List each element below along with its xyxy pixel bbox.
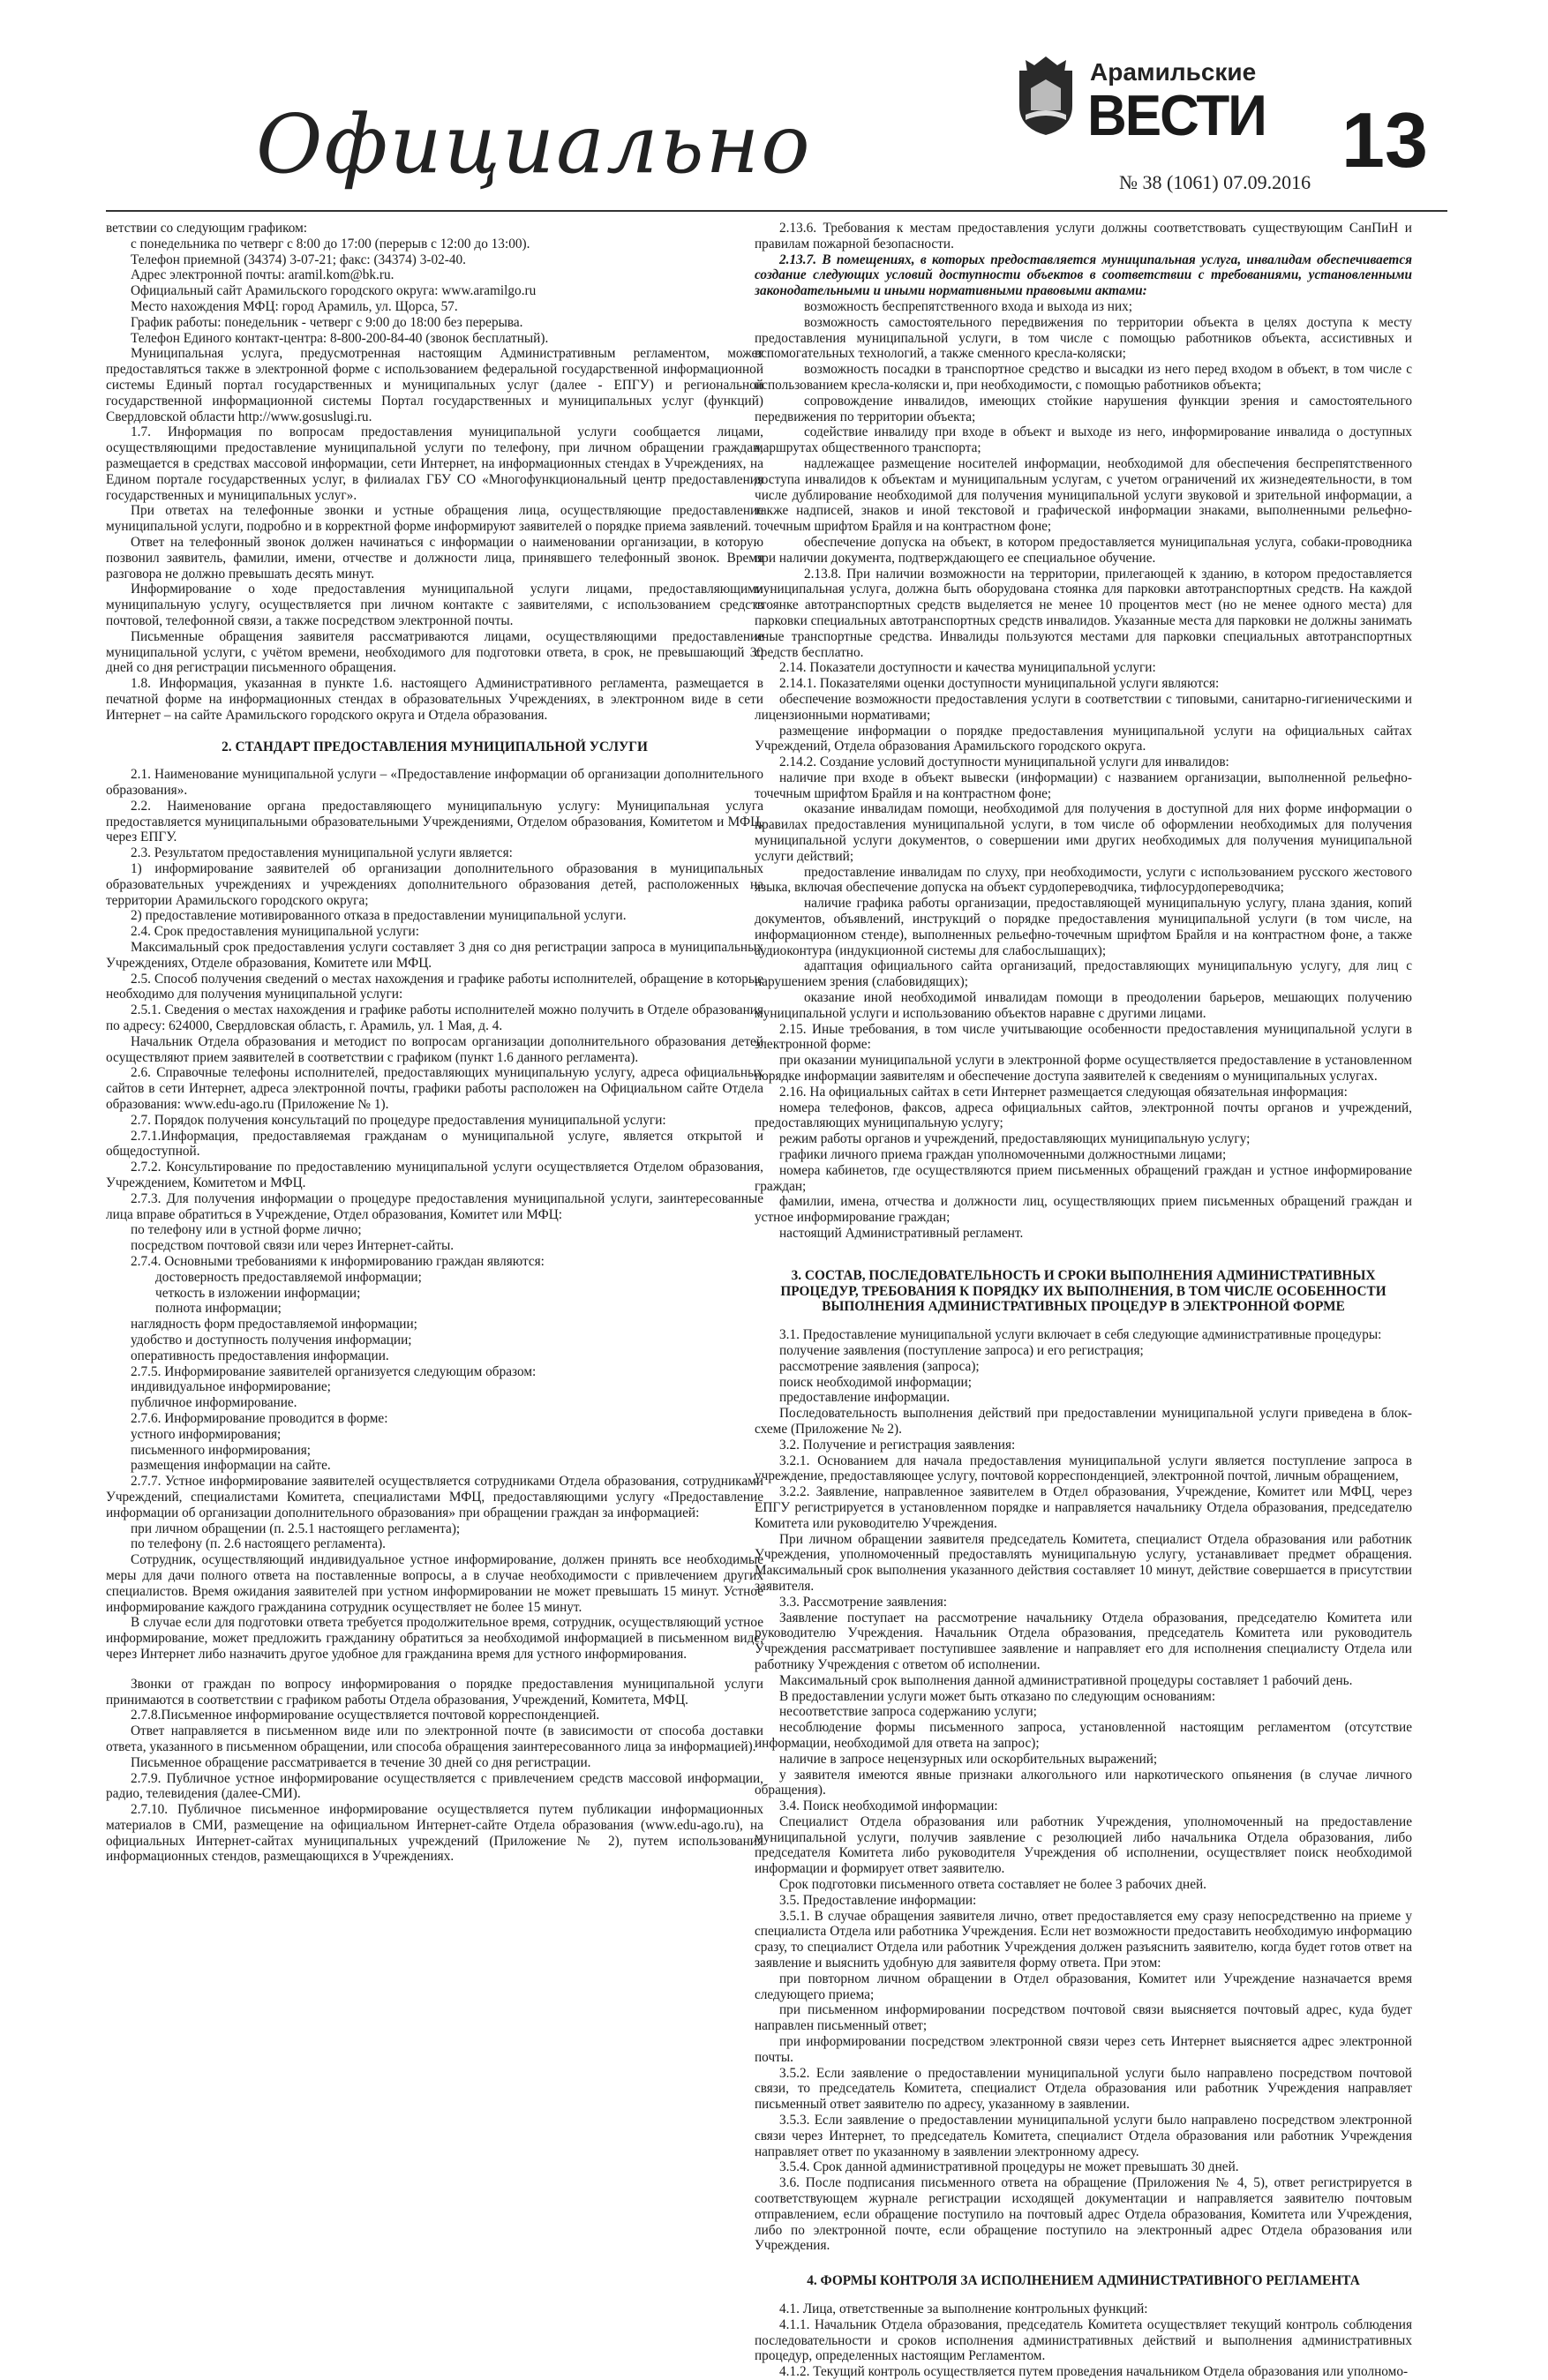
paragraph: 4.1.2. Текущий контроль осуществляется путем проведения начальником Отдела образования или уполномо- <box>779 2364 1409 2380</box>
logo-subtitle: Арамильские <box>1090 58 1257 86</box>
header-divider <box>106 210 1447 212</box>
paragraph: размещение информации о порядке предоставления муниципальной услуги на официальных сайтах Учреждений, Отдела образования Арамильского городского округа. <box>755 723 1412 755</box>
section-heading: 3. СОСТАВ, ПОСЛЕДОВАТЕЛЬНОСТЬ И СРОКИ ВЫПОЛНЕНИЯ АДМИНИСТРАТИВНЫХ ПРОЦЕДУР, ТРЕБОВАНИЯ К ПОРЯДКУ ИХ ВЫПОЛНЕНИЯ, В ТОМ ЧИСЛЕ ОСОБЕННОСТИ ВЫПОЛНЕНИЯ АДМИНИСТРАТИВНЫХ ПРОЦЕДУР В ЭЛЕКТРОННОЙ ФОРМЕ <box>780 1267 1386 1315</box>
paragraph: письменного информирования; <box>131 1442 311 1458</box>
paragraph: Место нахождения МФЦ: город Арамиль, ул. Щорса, 57. <box>131 298 458 314</box>
paragraph: достоверность предоставляемой информации; <box>155 1269 422 1285</box>
paragraph: оказание инвалидам помощи, необходимой для получения в доступной для них форме информации о правилах предоставления муниципальной услуги, в том числе об оформлении необходимых для получения муниципальной услуги документов, о совершении ими других необходимых для получения муниципальной услуги действий; <box>755 801 1412 864</box>
paragraph: обеспечение возможности предоставления услуги в соответствии с типовыми, санитарно-гигиеническими и лицензионными нормативами; <box>755 691 1412 723</box>
paragraph: 2.5.1. Сведения о местах нахождения и графике работы исполнителей можно получить в Отделе образования по адресу: 624000, Свердловская область, г. Арамиль, ул. 1 Мая, д. 4. <box>106 1002 763 1034</box>
paragraph: 2.16. На официальных сайтах в сети Интернет размещается следующая обязательная информация: <box>779 1084 1348 1100</box>
paragraph: при оказании муниципальной услуги в электронной форме осуществляется предоставление в установленном порядке информации заявителям и обеспечение доступа заявителей к сведениям о муниципальных услугах. <box>755 1053 1412 1085</box>
paragraph: несоблюдение формы письменного запроса, установленной настоящим регламентом (отсутствие информации, необходимой для ответа на запрос); <box>755 1720 1412 1751</box>
paragraph: 2.7.9. Публичное устное информирование осуществляется с привлечением средств массовой информации, радио, телевидения (далее-СМИ). <box>106 1770 763 1802</box>
paragraph: публичное информирование. <box>131 1395 297 1411</box>
paragraph: В случае если для подготовки ответа требуется продолжительное время, сотрудник, осуществляющий устное информирование, может предложить гражданину обратиться за необходимой информацией в письменном виде, через Интернет либо назначить другое удобное для гражданина время для устного информирования. <box>106 1615 763 1662</box>
paragraph: 2.7.8.Письменное информирование осуществляется почтовой корреспонденцией. <box>131 1708 600 1723</box>
paragraph: Максимальный срок выполнения данной административной процедуры составляет 1 рабочий день. <box>779 1672 1353 1688</box>
paragraph: рассмотрение заявления (запроса); <box>779 1358 980 1374</box>
paragraph: 3.6. После подписания письменного ответа на обращение (Приложения № 4, 5), ответ регистрируется в соответствующем журнале регистрации исходящей документации и направляется заявителю почтовым отправлением, если обращение поступило на почтовый адрес Отдела образования, Комитета или Учреждения, либо по электронной почте, если обращение поступило на электронный адрес Отдела образования или Учреждения. <box>755 2175 1412 2254</box>
paragraph: При личном обращении заявителя председатель Комитета, специалист Отдела образования или работник Учреждения, уполномоченный предоставлять муниципальную услугу, устанавливает предмет обращения. Максимальный срок выполнения указанного действия составляет 10 минут, действие совершается в присутствии заявителя. <box>755 1531 1412 1594</box>
paragraph: посредством почтовой связи или через Интернет-сайты. <box>131 1238 455 1254</box>
paragraph: Информирование о ходе предоставления муниципальной услуги лицами, предоставляющими муниципальную услугу, осуществляется при личном контакте с заявителями, с использованием средств почтовой, телефонной связи, а также посредством электронной почты. <box>106 582 763 628</box>
paragraph: 2.7. Порядок получения консультаций по процедуре предоставления муниципальной услуги: <box>131 1112 666 1128</box>
paragraph: несоответствие запроса содержанию услуги; <box>779 1704 1037 1720</box>
paragraph: настоящий Административный регламент. <box>779 1226 1024 1241</box>
paragraph: сопровождение инвалидов, имеющих стойкие нарушения функции зрения и самостоятельного передвижения по территории объекта; <box>755 393 1412 424</box>
newspaper-logo <box>1015 53 1350 150</box>
paragraph: обеспечение допуска на объект, в котором предоставляется муниципальная услуга, собаки-проводника при наличии документа, подтверждающего ее специальное обучение. <box>755 534 1412 566</box>
paragraph: 2.14.2. Создание условий доступности муниципальной услуги для инвалидов: <box>779 755 1229 770</box>
paragraph: Специалист Отдела образования или работник Учреждения, уполномоченный на предоставление муниципальной услуги, получив заявление с резолюцией либо начальника Отдела образования, либо председателя Комитета либо руководителя Учреждения об исполнении, осуществляет поиск необходимой информации и формирует ответ заявителю. <box>755 1813 1412 1877</box>
paragraph: оказание иной необходимой инвалидам помощи в преодолении барьеров, мешающих получению муниципальной услуги и использованию объектов наравне с другими лицами. <box>755 990 1412 1021</box>
paragraph: Заявление поступает на рассмотрение начальнику Отдела образования, председателю Комитета или руководителю Учреждения. Начальник Отдела образования, председатель Комитета или руководитель Учреждения рассматривает поступившее заявление и направляет его для исполнения специалисту Отдела или работнику Учреждения с ответом об исполнении. <box>755 1610 1412 1672</box>
paragraph: размещения информации на сайте. <box>131 1458 331 1474</box>
paragraph: 2.5. Способ получения сведений о местах нахождения и графике работы исполнителей, обращение в которые необходимо для получения муниципальной услуги: <box>106 971 763 1002</box>
paragraph: содействие инвалиду при входе в объект и выходе из него, информирование инвалида о доступных маршрутах общественного транспорта; <box>755 424 1412 456</box>
paragraph: 2.13.8. При наличии возможности на территории, прилегающей к зданию, в котором предоставляется муниципальная услуга, должна быть оборудована стоянка для парковки автотранспортных средств. На каждой стоянке автотранспортных средств выделяется не менее 10 процентов мест (но не менее одного места) для парковки специальных автотранспортных средств инвалидов. Указанные места для парковки не должны занимать иные транспортные средства. Инвалиды пользуются местами для парковки специальных автотранспортных средств бесплатно. <box>755 566 1412 660</box>
paragraph: 2.14.1. Показателями оценки доступности муниципальной услуги являются: <box>779 676 1220 692</box>
paragraph: Телефон Единого контакт-центра: 8-800-200-84-40 (звонок бесплатный). <box>131 330 549 346</box>
paragraph: режим работы органов и учреждений, предоставляющих муниципальную услугу; <box>779 1131 1251 1147</box>
paragraph: номера кабинетов, где осуществляются прием письменных обращений граждан и устное информирование граждан; <box>755 1162 1412 1194</box>
section-title: Официально <box>256 97 812 191</box>
left-column <box>106 221 763 2144</box>
paragraph: 3.5.4. Срок данной административной процедуры не может превышать 30 дней. <box>779 2159 1239 2175</box>
city-emblem-icon <box>1015 53 1077 137</box>
paragraph: 2.13.7. В помещениях, в которых предоставляется муниципальная услуга, инвалидам обеспечивается создание следующих условий доступности объектов в соответствии с требованиями, установленными законодательными и иными нормативными правовыми актами: <box>755 252 1412 299</box>
paragraph: наглядность форм предоставляемой информации; <box>131 1317 417 1333</box>
paragraph: Телефон приемной (34374) 3-07-21; факс: (34374) 3-02-40. <box>131 252 466 267</box>
paragraph: 2.7.10. Публичное письменное информирование осуществляется путем публикации информационных материалов в СМИ, размещение на официальном Интернет-сайте Отдела образования (www.edu-ago.ru), на официальных Интернет-сайтах муниципальных учреждений (Приложение № 2), путем использования информационных стендов, размещающихся в Учреждениях. <box>106 1802 763 1865</box>
paragraph: удобство и доступность получения информации; <box>131 1332 412 1348</box>
paragraph: 2.7.7. Устное информирование заявителей осуществляется сотрудниками Отдела образования, сотрудниками Учреждений, специалистами Комитета, специалистами МФЦ, предоставляющими услугу «Предоставление информации об организации дополнительного образования» при обращении граждан за информацией: <box>106 1474 763 1520</box>
paragraph: 3.3. Рассмотрение заявления: <box>779 1594 948 1610</box>
paragraph: В предоставлении услуги может быть отказано по следующим основаниям: <box>779 1688 1216 1704</box>
paragraph: 2.1. Наименование муниципальной услуги – «Предоставление информации об организации дополнительного образования». <box>106 767 763 799</box>
paragraph: предоставление инвалидам по слуху, при необходимости, услуги с использованием русского жестового языка, включая обеспечение допуска на объект сурдопереводчика, тифлосурдопереводчика; <box>755 864 1412 896</box>
paragraph: Срок подготовки письменного ответа составляет не более 3 рабочих дней. <box>779 1877 1206 1893</box>
section-heading: 4. ФОРМЫ КОНТРОЛЯ ЗА ИСПОЛНЕНИЕМ АДМИНИСТРАТИВНОГО РЕГЛАМЕНТА <box>807 2273 1360 2289</box>
paragraph: Адрес электронной почты: aramil.kom@bk.ru. <box>131 267 395 283</box>
paragraph: четкость в изложении информации; <box>155 1285 361 1301</box>
paragraph: при письменном информировании посредством почтовой связи выясняется почтовый адрес, куда будет направлен письменный ответ; <box>755 2002 1412 2034</box>
paragraph: возможность самостоятельного передвижения по территории объекта в целях доступа к месту предоставления муниципальной услуги, в том числе с помощью работников объекта, ассистивных и вспомогательных технологий, а также сменного кресла-коляски; <box>755 314 1412 362</box>
paragraph: надлежащее размещение носителей информации, необходимой для обеспечения беспрепятственного доступа инвалидов к объектам и муниципальным услугам, с учетом ограничений их жизнедеятельности, в том числе дублирование необходимой для получения муниципальной услуги звуковой и зрительной информации, а также надписей, знаков и иной текстовой и графической информации знаками, выполненными рельефно-точечным шрифтом Брайля и на контрастном фоне; <box>755 455 1412 535</box>
paragraph: наличие в запросе нецензурных или оскорбительных выражений; <box>779 1751 1158 1767</box>
paragraph: наличие при входе в объект вывески (информации) с названием организации, выполненной рельефно-точечным шрифтом Брайля и на контрастном фоне; <box>755 770 1412 801</box>
paragraph: 2.13.6. Требования к местам предоставления услуги должны соответствовать существующим СанПиН и правилам пожарной безопасности. <box>755 221 1412 252</box>
paragraph: 3.5.1. В случае обращения заявителя лично, ответ предоставляется ему сразу непосредственно на приеме у специалиста Отдела или работника Учреждения. Если нет возможности предоставить необходимую информацию сразу, то специалист Отдела или работник Учреждения должен разъяснить заявителю, когда будет готов ответ на заявление и выяснить удобную для заявителя форму ответа. При этом: <box>755 1908 1412 1971</box>
paragraph: при повторном личном обращении в Отдел образования, Комитет или Учреждение назначается время следующего приема; <box>755 1971 1412 2002</box>
issue-info: № 38 (1061) 07.09.2016 <box>1119 171 1311 193</box>
paragraph: 3.1. Предоставление муниципальной услуги включает в себя следующие административные процедуры: <box>779 1327 1382 1343</box>
paragraph: возможность посадки в транспортное средство и высадки из него перед входом в объект, в том числе с использованием кресла-коляски и, при необходимости, с помощью работников объекта; <box>755 362 1412 393</box>
paragraph: графики личного приема граждан уполномоченными должностными лицами; <box>779 1147 1227 1163</box>
paragraph: 4.1. Лица, ответственные за выполнение контрольных функций: <box>779 2301 1148 2316</box>
paragraph: Ответ направляется в письменном виде или по электронной почте (в зависимости от способа доставки ответа, указанного в письменном обращении, или способа обращения заинтересованного лица за информацией). <box>106 1723 763 1754</box>
paragraph: 2.2. Наименование органа предоставляющего муниципальную услугу: Муниципальная услуга предоставляется муниципальными образовательными Учреждениями, Отделом образования, Комитетом и МФЦ, через ЕПГУ. <box>106 798 763 845</box>
paragraph: 2.6. Справочные телефоны исполнителей, предоставляющих муниципальную услугу, адреса официальных сайтов в сети Интернет, адреса электронной почты, графики работы расположен на Официальном сайте Отдела образования: www.edu-ago.ru (Приложение № 1). <box>106 1065 763 1113</box>
paragraph: Письменное обращение рассматривается в течение 30 дней со дня регистрации. <box>131 1754 591 1770</box>
paragraph: Начальник Отдела образования и методист по вопросам организации дополнительного образования детей осуществляют прием заявителей в соответствии с графиком (пункт 1.6 данного регламента). <box>106 1033 763 1065</box>
paragraph: получение заявления (поступление запроса) и его регистрация; <box>779 1342 1144 1358</box>
paragraph: при личном обращении (п. 2.5.1 настоящего регламента); <box>131 1520 461 1536</box>
paragraph: устного информирования; <box>131 1426 282 1442</box>
paragraph: Последовательность выполнения действий при предоставлении муниципальной услуги приведена в блок-схеме (Приложение № 2). <box>755 1406 1412 1437</box>
paragraph: 1.7. Информация по вопросам предоставления муниципальной услуги сообщается лицами, осуществляющими предоставление муниципальной услуги по телефону, при личном обращении граждан, размещается в средствах массовой информации, сети Интернет, на информационных стендах в Учреждениях, на Едином портале государственных услуг, в филиалах ГБУ СО «Многофункциональный центр предоставления государственных и муниципальных услуг». <box>106 424 763 503</box>
paragraph: 1.8. Информация, указанная в пункте 1.6. настоящего Административного регламента, размещается в печатной форме на информационных стендах в образовательных Учреждениях, в электронном виде в сети Интернет – на сайте Арамильского городского округа и Отдела образования. <box>106 676 763 723</box>
paragraph: номера телефонов, факсов, адреса официальных сайтов, электронной почты органов и учреждений, предоставляющих муниципальную услугу; <box>755 1100 1412 1131</box>
paragraph: Максимальный срок предоставления услуги составляет 3 дня со дня регистрации запроса в муниципальных Учреждениях, Отделе образования, Комитете или МФЦ. <box>106 940 763 971</box>
paragraph: 2) предоставление мотивированного отказа в предоставлении муниципальной услуги. <box>131 908 627 924</box>
paragraph: 1) информирование заявителей об организации дополнительного образования в муниципальных образовательных учреждениях и учреждениях дополнительного образования детей, расположенных на территории Арамильского городского округа; <box>106 861 763 908</box>
paragraph: Звонки от граждан по вопросу информирования о порядке предоставления муниципальной услуги принимаются в соответствии с графиком работы Отдела образования, Учреждений, Комитета, МФЦ. <box>106 1676 763 1708</box>
paragraph: 4.1.1. Начальник Отдела образования, председатель Комитета осуществляет текущий контроль соблюдения последовательности и сроков исполнения административных действий и выполнения административных процедур, определенных настоящим Регламентом. <box>755 2316 1412 2364</box>
paragraph: поиск необходимой информации; <box>779 1374 972 1390</box>
paragraph: 2.7.6. Информирование проводится в форме: <box>131 1410 388 1426</box>
paragraph: наличие графика работы организации, предоставляющей муниципальную услугу, плана здания, копий документов, объявлений, инструкций о порядке предоставления муниципальной услуги (в том числе, на информационном стенде), выполненных рельефно-точечным шрифтом Брайля и на контрастном фоне, а также аудиоконтура (индукционной системы для слабослышащих); <box>755 896 1412 958</box>
paragraph: Муниципальная услуга, предусмотренная настоящим Административным регламентом, может предоставляться также в электронной форме с использованием федеральной государственной информационной системы Единый портал государственных и муниципальных услуг (далее - ЕПГУ) и региональной государственной информационной системы Портал государственных и муниципальных услуг (функций) Свердловской области http://www.gosuslugi.ru. <box>106 346 763 424</box>
paragraph: предоставление информации. <box>779 1390 951 1406</box>
paragraph: фамилии, имена, отчества и должности лиц, осуществляющих прием письменных обращений граждан и устное информирование граждан; <box>755 1194 1412 1226</box>
page-number: 13 <box>1341 96 1428 184</box>
paragraph: адаптация официального сайта организаций, предоставляющих муниципальную услугу, для лиц с нарушением зрения (слабовидящих); <box>755 958 1412 990</box>
paragraph: Официальный сайт Арамильского городского округа: www.aramilgo.ru <box>131 283 537 299</box>
paragraph: у заявителя имеются явные признаки алкогольного или наркотического опьянения (в случае личного обращения). <box>755 1767 1412 1798</box>
paragraph: 2.4. Срок предоставления муниципальной услуги: <box>131 924 419 940</box>
paragraph: возможность беспрепятственного входа и выхода из них; <box>804 298 1133 314</box>
paragraph: 2.15. Иные требования, в том числе учитывающие особенности предоставления муниципальной услуги в электронной форме: <box>755 1021 1412 1053</box>
paragraph: График работы: понедельник - четверг с 9:00 до 18:00 без перерыва. <box>131 314 523 330</box>
paragraph: по телефону (п. 2.6 настоящего регламента). <box>131 1536 387 1552</box>
paragraph: 3.5.2. Если заявление о предоставлении муниципальной услуги было направлено посредством почтовой связи, то председатель Комитета, специалист Отдела образования или работник Учреждения направляет письменный ответ заявителю по адресу, указанному в заявлении. <box>755 2065 1412 2113</box>
paragraph: 2.14. Показатели доступности и качества муниципальной услуги: <box>779 660 1156 676</box>
right-column <box>755 221 1412 2380</box>
paragraph: с понедельника по четверг с 8:00 до 17:00 (перерыв с 12:00 до 13:00). <box>131 236 530 252</box>
paragraph: ветствии со следующим графиком: <box>106 221 308 236</box>
logo-title: ВЕСТИ <box>1087 84 1266 148</box>
section-heading: 2. СТАНДАРТ ПРЕДОСТАВЛЕНИЯ МУНИЦИПАЛЬНОЙ УСЛУГИ <box>222 739 648 755</box>
paragraph: 3.2.2. Заявление, направленное заявителем в Отдел образования, Учреждение, Комитет или МФЦ, через ЕПГУ регистрируется в установленном порядке и направляется начальнику Отдела образования, председателю Комитета или руководителю Учреждения. <box>755 1484 1412 1531</box>
paragraph: индивидуальное информирование; <box>131 1379 331 1395</box>
paragraph: Сотрудник, осуществляющий индивидуальное устное информирование, должен принять все необходимые меры для дачи полного ответа на поставленные вопросы, а в случае необходимости с привлечением других специалистов. Время ожидания заявителей при устном информировании не может превышать 15 минут. Устное информирование каждого гражданина сотрудник осуществляет не более 15 минут. <box>106 1552 763 1615</box>
paragraph: по телефону или в устной форме лично; <box>131 1222 362 1238</box>
paragraph: оперативность предоставления информации. <box>131 1348 389 1363</box>
paragraph: Письменные обращения заявителя рассматриваются лицами, осуществляющими предоставление муниципальной услуги, с учётом времени, необходимого для подготовки ответа, в срок, не превышающий 30 дней со дня регистрации письменного обращения. <box>106 628 763 676</box>
paragraph: 2.7.5. Информирование заявителей организуется следующим образом: <box>131 1363 537 1379</box>
paragraph: полнота информации; <box>155 1301 282 1317</box>
paragraph: При ответах на телефонные звонки и устные обращения лица, осуществляющие предоставление муниципальной услуги, подробно и в корректной форме информируют заявителей о порядке приема заявлений. <box>106 503 763 535</box>
paragraph: 2.7.3. Для получения информации о процедуре предоставления муниципальной услуги, заинтересованные лица вправе обратиться в Учреждение, Отдел образования, Комитет или МФЦ: <box>106 1190 763 1222</box>
paragraph: 3.4. Поиск необходимой информации: <box>779 1798 998 1814</box>
paragraph: 2.3. Результатом предоставления муниципальной услуги является: <box>131 845 513 861</box>
paragraph: Ответ на телефонный звонок должен начинаться с информации о наименовании организации, в которую позвонил заявитель, фамилии, имени, отчестве и должности лица, принявшего телефонный звонок. Время разговора не должно превышать десять минут. <box>106 534 763 582</box>
paragraph: 3.5. Предоставление информации: <box>779 1892 977 1908</box>
paragraph: 2.7.2. Консультирование по предоставлению муниципальной услуги осуществляется Отделом образования, Учреждением, Комитетом и МФЦ. <box>106 1160 763 1191</box>
paragraph: 2.7.4. Основными требованиями к информированию граждан являются: <box>131 1254 545 1269</box>
paragraph: 3.2. Получение и регистрация заявления: <box>779 1437 1016 1453</box>
paragraph: 3.2.1. Основанием для начала предоставления муниципальной услуги является поступление запроса в учреждение, предоставляющее услугу, почтовой корреспонденцией, электронной почтой, личным обращением, <box>755 1453 1412 1484</box>
paragraph: 2.7.1.Информация, предоставляемая гражданам о муниципальной услуге, является открытой и общедоступной. <box>106 1128 763 1160</box>
paragraph: 3.5.3. Если заявление о предоставлении муниципальной услуги было направлено посредством электронной связи через Интернет, то председатель Комитета, специалист Отдела образования или работник Учреждения направляет ответ по указанному в заявлении электронному адресу. <box>755 2113 1412 2159</box>
paragraph: при информировании посредством электронной связи через сеть Интернет выясняется адрес электронной почты. <box>755 2034 1412 2065</box>
